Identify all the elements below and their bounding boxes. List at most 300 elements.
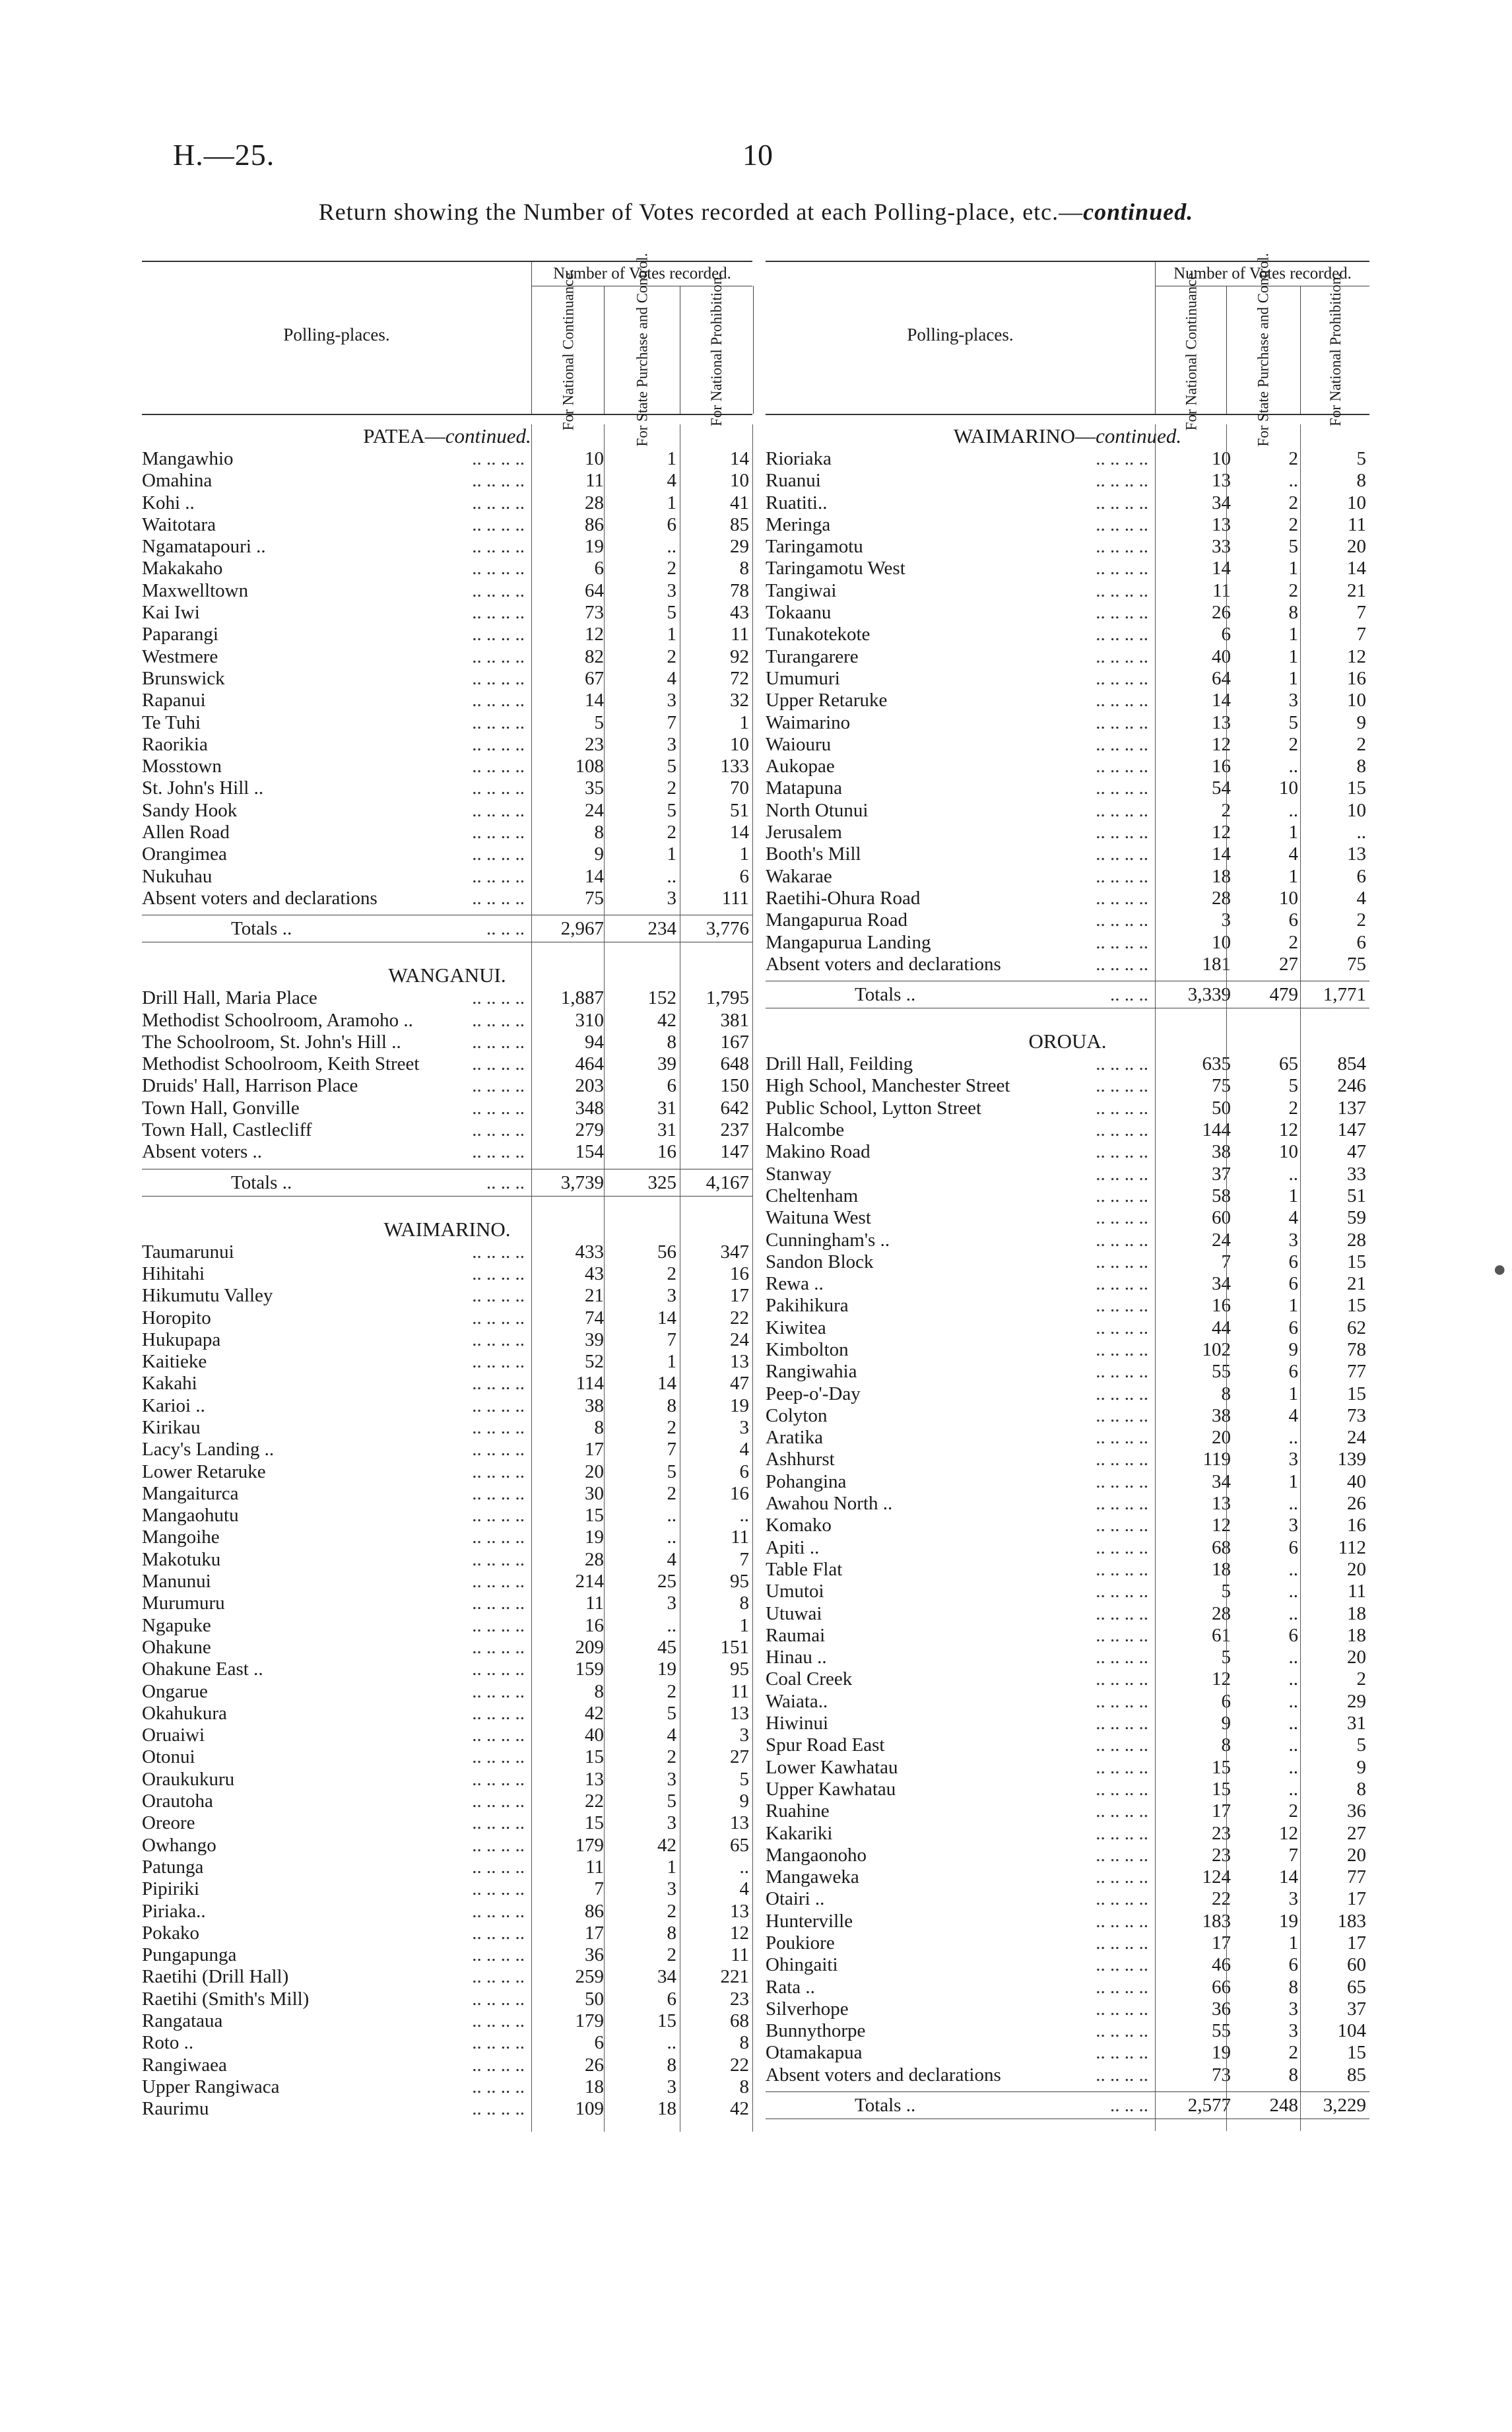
state-purchase-votes: .. [667,1527,676,1548]
polling-place-name: Mangaiturca [142,1482,239,1504]
table-row [142,1769,752,1791]
table-row [142,1615,752,1637]
leader-dots: .. .. .. .. [472,690,525,711]
prohibition-votes: 20 [1347,1647,1366,1668]
continuance-votes: 55 [1212,1361,1231,1383]
continuance-votes: 14 [585,865,604,887]
table-row [142,1923,752,1944]
state-purchase-votes: 2 [667,1416,676,1438]
continuance-votes: 34 [1212,1470,1231,1492]
table-row [142,1681,752,1703]
polling-place-name: The Schoolroom, St. John's Hill .. [142,1031,401,1053]
prohibition-votes: 8 [1356,470,1366,492]
continuance-votes: 94 [585,1031,604,1053]
prohibition-votes: 139 [1337,1449,1366,1470]
totals-row [142,915,752,942]
table-row [766,822,1369,843]
continuance-votes: 464 [575,1053,604,1075]
polling-place-name: Kaitieke [142,1351,207,1373]
state-purchase-votes: 1 [1288,645,1298,667]
polling-place-name: Turangarere [766,645,859,667]
polling-place-name: Wakarae [766,865,832,887]
continuance-votes: 28 [1212,887,1231,909]
leader-dots: .. .. .. .. [1096,1338,1148,1360]
leader-dots: .. .. .. .. [472,1505,525,1527]
leader-dots: .. .. .. .. [1096,1097,1148,1119]
leader-dots: .. .. .. .. [472,777,525,799]
total-prohibition: 3,229 [1323,2095,1366,2117]
continuance-votes: 2 [1221,799,1231,821]
col-header-state-purchase: For State Purchase and Control. [604,286,680,414]
prohibition-votes: 75 [1347,953,1366,975]
polling-place-name: Horopito [142,1307,211,1329]
continuance-votes: 34 [1212,492,1231,513]
leader-dots: .. .. .. .. [1096,1383,1148,1404]
table-row [142,1395,752,1417]
table-row [142,1141,752,1163]
prohibition-votes: 85 [730,513,749,535]
prohibition-votes: 15 [1347,2042,1366,2064]
state-purchase-votes: 65 [1279,1053,1298,1075]
polling-place-name: Hikumutu Valley [142,1285,273,1307]
left-body [142,424,752,2132]
table-row [142,1285,752,1307]
polling-place-name: Absent voters and declarations [766,953,1001,975]
polling-place-name: Ruahine [766,1800,830,1822]
leader-dots: .. .. .. .. [472,1461,525,1482]
leader-dots: .. .. .. .. [472,865,525,887]
state-purchase-votes: .. [1288,1163,1298,1185]
polling-place-name: Druids' Hall, Harrison Place [142,1075,358,1097]
prohibition-votes: 21 [1347,579,1366,601]
continuance-votes: 14 [1212,558,1231,579]
state-purchase-votes: 31 [657,1097,676,1119]
state-purchase-votes: 10 [1279,1141,1298,1163]
continuance-votes: 11 [585,1593,604,1614]
continuance-votes: 82 [585,645,604,667]
state-purchase-votes: .. [667,536,676,558]
continuance-votes: 12 [1212,733,1231,755]
state-purchase-votes: .. [1288,1602,1298,1624]
leader-dots: .. .. .. [1110,984,1148,1006]
polling-place-name: Rioriaka [766,448,832,469]
leader-dots: .. .. .. .. [1096,931,1148,953]
state-purchase-votes: 6 [1288,1273,1298,1295]
leader-dots: .. .. .. .. [472,1097,525,1119]
continuance-votes: 75 [585,887,604,909]
prohibition-votes: 147 [1337,1119,1366,1141]
section-title [766,1030,1369,1053]
continuance-votes: 20 [1212,1427,1231,1449]
continuance-votes: 22 [585,1791,604,1812]
leader-dots: .. .. .. .. [472,579,525,601]
leader-dots: .. .. .. .. [1096,1713,1148,1734]
table-row [766,1888,1369,1910]
continuance-votes: 183 [1202,1910,1231,1932]
polling-place-name: Stanway [766,1163,832,1185]
table-row [766,1339,1369,1361]
state-purchase-votes: .. [1288,799,1298,821]
leader-dots: .. .. .. .. [472,1241,525,1263]
continuance-votes: 75 [1212,1075,1231,1097]
state-purchase-votes: 14 [657,1307,676,1329]
polling-place-name: Okahukura [142,1702,227,1724]
continuance-votes: 26 [585,2054,604,2076]
polling-place-name: Tangiwai [766,579,837,601]
section-continued: continued. [445,424,531,447]
polling-place-name: Methodist Schoolroom, Aramoho .. [142,1009,413,1031]
leader-dots: .. .. .. .. [472,1482,525,1504]
state-purchase-votes: 2 [667,1263,676,1284]
state-purchase-votes: 5 [667,1791,676,1812]
continuance-votes: 159 [575,1659,604,1680]
polling-place-name: Pipiriki [142,1878,200,1900]
leader-dots: .. .. .. .. [1096,865,1148,887]
table-row [766,1119,1369,1141]
polling-place-name: Aratika [766,1427,823,1449]
state-purchase-votes: 27 [1279,953,1298,975]
table-row [766,514,1369,536]
state-purchase-votes: 15 [657,2010,676,2031]
table-row [142,1351,752,1373]
prohibition-votes: 17 [1347,1932,1366,1954]
leader-dots: .. .. .. .. [1096,711,1148,733]
leader-dots: .. .. .. .. [472,448,525,469]
polling-place-name: Murumuru [142,1593,225,1614]
continuance-votes: 17 [585,1439,604,1461]
leader-dots: .. .. .. .. [1096,1119,1148,1141]
polling-place-name: Methodist Schoolroom, Keith Street [142,1053,420,1075]
continuance-votes: 124 [1202,1866,1231,1888]
total-continuance: 2,967 [560,918,604,940]
right-body [766,424,1369,2131]
leader-dots: .. .. .. .. [472,536,525,558]
polling-place-name: Oruaiwi [142,1725,205,1746]
polling-place-name: Drill Hall, Feilding [766,1053,913,1075]
state-purchase-votes: .. [1288,1647,1298,1668]
leader-dots: .. .. .. .. [1096,777,1148,799]
table-row [142,2076,752,2098]
state-purchase-votes: 1 [1288,667,1298,689]
section-title [766,424,1369,448]
col-header-prohibition: For National Prohibition. [680,286,754,414]
leader-dots: .. .. .. .. [1096,1581,1148,1602]
state-purchase-votes: 8 [667,1922,676,1944]
table-row [142,1835,752,1857]
table-row [142,1571,752,1593]
leader-dots: .. .. .. .. [1096,1317,1148,1338]
prohibition-votes: 77 [1347,1361,1366,1383]
section-continued: continued. [1096,424,1182,447]
state-purchase-votes: 3 [1288,1888,1298,1910]
page-ref: H.—25. [173,138,275,172]
table-row [766,1668,1369,1690]
polling-place-name: Lower Kawhatau [766,1756,898,1778]
continuance-votes: 5 [1221,1647,1231,1668]
table-row [142,448,752,470]
continuance-votes: 38 [1212,1141,1231,1163]
prohibition-votes: 150 [720,1075,749,1097]
prohibition-votes: 77 [1347,1866,1366,1888]
prohibition-votes: 47 [730,1373,749,1395]
table-row [766,1383,1369,1405]
prohibition-votes: 14 [1347,558,1366,579]
polling-place-name: Ohakune East .. [142,1659,263,1680]
polling-place-name: Taumarunui [142,1241,234,1263]
table-row [142,1966,752,1988]
continuance-votes: 18 [585,2076,604,2097]
leader-dots: .. .. .. .. [472,822,525,843]
continuance-votes: 30 [585,1482,604,1504]
leader-dots: .. .. .. .. [1096,1163,1148,1185]
prohibition-votes: 2 [1356,909,1366,931]
prohibition-votes: 19 [730,1395,749,1416]
leader-dots: .. .. .. .. [472,1439,525,1461]
polling-place-name: Ruanui [766,470,821,492]
state-purchase-votes: 5 [667,799,676,821]
prohibition-votes: 32 [730,690,749,711]
leader-dots: .. .. .. .. [472,1009,525,1031]
state-purchase-votes: 39 [657,1053,676,1075]
continuance-votes: 13 [1212,711,1231,733]
prohibition-votes: 1 [739,843,749,865]
prohibition-votes: 15 [1347,777,1366,799]
totals-row [766,2091,1369,2119]
leader-dots: .. .. .. .. [1096,1053,1148,1075]
polling-place-name: Waimarino [766,711,851,733]
prohibition-votes: 15 [1347,1251,1366,1272]
continuance-votes: 33 [1212,536,1231,558]
polling-place-name: Orautoha [142,1791,213,1812]
state-purchase-votes: 3 [1288,1515,1298,1536]
polling-place-name: Mangoihe [142,1527,220,1548]
state-purchase-votes: 2 [667,822,676,843]
continuance-votes: 9 [1221,1713,1231,1734]
table-row [766,1866,1369,1888]
polling-place-name: St. John's Hill .. [142,777,264,799]
section-title [142,424,752,448]
table-row [142,822,752,843]
continuance-votes: 10 [1212,448,1231,469]
state-purchase-votes: 6 [1288,1361,1298,1383]
leader-dots: .. .. .. .. [472,1944,525,1966]
state-purchase-votes: 2 [667,1482,676,1504]
prohibition-votes: 13 [1347,843,1366,865]
leader-dots: .. .. .. .. [472,733,525,755]
table-row [142,2010,752,2032]
leader-dots: .. .. .. .. [1096,1229,1148,1251]
leader-dots: .. .. .. .. [472,1263,525,1284]
total-prohibition: 4,167 [706,1171,749,1193]
page-number: 10 [742,138,773,172]
prohibition-votes: 12 [730,1922,749,1944]
prohibition-votes: 2 [1356,1668,1366,1690]
prohibition-votes: 72 [730,667,749,689]
table-row [142,1307,752,1329]
continuance-votes: 18 [1212,1558,1231,1580]
total-state-purchase: 248 [1269,2095,1298,2117]
state-purchase-votes: 3 [1288,1229,1298,1251]
polling-place-name: Owhango [142,1834,216,1856]
continuance-votes: 58 [1212,1185,1231,1206]
prohibition-votes: 18 [1347,1624,1366,1646]
leader-dots: .. .. .. .. [1096,1756,1148,1778]
prohibition-votes: 347 [720,1241,749,1263]
polling-places-header: Polling-places. [283,325,390,345]
table-row [142,1373,752,1395]
state-purchase-votes: 3 [667,579,676,601]
continuance-votes: 17 [585,1922,604,1944]
prohibition-votes: 246 [1337,1075,1366,1097]
polling-place-name: Raetihi-Ohura Road [766,887,921,909]
polling-place-name: Poukiore [766,1932,835,1954]
polling-place-name: Kimbolton [766,1338,849,1360]
polling-place-name: Bunnythorpe [766,2020,866,2042]
prohibition-votes: 13 [730,1900,749,1922]
polling-place-name: Aukopae [766,756,835,777]
prohibition-votes: 111 [721,887,749,909]
polling-place-name: Taringamotu [766,536,863,558]
leader-dots: .. .. .. .. [1096,448,1148,469]
polling-place-name: Rapanui [142,690,206,711]
continuance-votes: 348 [575,1097,604,1119]
state-purchase-votes: 10 [1279,887,1298,909]
state-purchase-votes: 8 [667,2054,676,2076]
polling-place-name: Rata .. [766,1976,815,1998]
state-purchase-votes: 5 [667,602,676,624]
state-purchase-votes: 6 [667,1988,676,2010]
continuance-votes: 15 [585,1746,604,1768]
state-purchase-votes: .. [1288,1581,1298,1602]
prohibition-votes: 183 [1337,1910,1366,1932]
section-title [142,1218,752,1241]
continuance-votes: 21 [585,1285,604,1307]
prohibition-votes: 17 [730,1285,749,1307]
leader-dots: .. .. .. .. [1096,756,1148,777]
continuance-votes: 40 [1212,645,1231,667]
prohibition-votes: 10 [1347,799,1366,821]
prohibition-votes: 11 [1348,513,1366,535]
state-purchase-votes: 6 [1288,1536,1298,1558]
table-row [766,1734,1369,1756]
state-purchase-votes: 4 [667,470,676,492]
polling-place-name: Absent voters .. [142,1141,263,1163]
polling-place-name: Upper Retaruke [766,690,888,711]
prohibition-votes: 10 [730,733,749,755]
state-purchase-votes: .. [667,865,676,887]
prohibition-votes: 14 [730,822,749,843]
continuance-votes: 6 [594,2032,604,2054]
polling-place-name: Ngapuke [142,1614,211,1636]
table-row [766,448,1369,470]
table-row [766,646,1369,668]
leader-dots: .. .. .. .. [1096,536,1148,558]
prohibition-votes: 112 [1338,1536,1366,1558]
polling-place-name: Tunakotekote [766,624,871,645]
continuance-votes: 19 [585,536,604,558]
prohibition-votes: 854 [1337,1053,1366,1075]
continuance-votes: 9 [594,843,604,865]
continuance-votes: 13 [1212,1493,1231,1515]
polling-place-name: Mangaohutu [142,1505,239,1527]
prohibition-votes: 29 [730,536,749,558]
continuance-votes: 46 [1212,1954,1231,1976]
prohibition-votes: 5 [1356,448,1366,469]
continuance-votes: 28 [1212,1602,1231,1624]
polling-place-name: Waiata.. [766,1690,828,1712]
leader-dots: .. .. .. .. [472,1812,525,1834]
table-row [766,1954,1369,1976]
continuance-votes: 13 [1212,513,1231,535]
state-purchase-votes: 4 [1288,1404,1298,1426]
polling-place-name: Kirikau [142,1416,201,1438]
prohibition-votes: 15 [1347,1295,1366,1317]
continuance-votes: 15 [1212,1778,1231,1800]
continuance-votes: 36 [1212,1998,1231,2020]
continuance-votes: 40 [585,1725,604,1746]
leader-dots: .. .. .. .. [472,1075,525,1097]
totals-label: Totals .. [855,2095,916,2117]
total-state-purchase: 234 [647,918,676,940]
leader-dots: .. .. .. .. [1096,822,1148,843]
continuance-votes: 8 [594,822,604,843]
leader-dots: .. .. .. .. [1096,558,1148,579]
prohibition-votes: 20 [1347,536,1366,558]
leader-dots: .. .. .. .. [472,470,525,492]
leader-dots: .. .. .. .. [472,756,525,777]
table-row [766,1493,1369,1515]
prohibition-votes: 16 [1347,667,1366,689]
prohibition-votes: 65 [1347,1976,1366,1998]
continuance-votes: 11 [585,1856,604,1878]
state-purchase-votes: 1 [1288,1185,1298,1206]
continuance-votes: 24 [1212,1229,1231,1251]
table-row [766,1647,1369,1668]
table-row [766,1823,1369,1845]
section-name: PATEA— [363,424,445,447]
table-row [766,777,1369,799]
continuance-votes: 54 [1212,777,1231,799]
prohibition-votes: 73 [1347,1404,1366,1426]
continuance-votes: 50 [585,1988,604,2010]
state-purchase-votes: 1 [1288,865,1298,887]
polling-place-name: Drill Hall, Maria Place [142,987,317,1009]
prohibition-votes: 31 [1347,1713,1366,1734]
totals-row [766,981,1369,1008]
table-row [766,1713,1369,1734]
polling-place-name: High School, Manchester Street [766,1075,1010,1097]
continuance-votes: 179 [575,1834,604,1856]
leader-dots: .. .. .. .. [472,1395,525,1416]
prohibition-votes: 7 [1356,624,1366,645]
prohibition-votes: 147 [720,1141,749,1163]
state-purchase-votes: 4 [1288,843,1298,865]
continuance-votes: 17 [1212,1932,1231,1954]
leader-dots: .. .. .. .. [472,492,525,513]
prohibition-votes: 23 [730,1988,749,2010]
state-purchase-votes: .. [667,2032,676,2054]
state-purchase-votes: 31 [657,1119,676,1141]
polling-place-name: Matapuna [766,777,842,799]
prohibition-votes: 29 [1347,1690,1366,1712]
state-purchase-votes: 7 [667,711,676,733]
polling-place-name: Colyton [766,1404,828,1426]
leader-dots: .. .. .. .. [1096,1427,1148,1449]
prohibition-votes: 14 [730,448,749,469]
leader-dots: .. .. .. .. [1096,1602,1148,1624]
leader-dots: .. .. .. .. [472,1659,525,1680]
continuance-votes: 259 [575,1966,604,1988]
